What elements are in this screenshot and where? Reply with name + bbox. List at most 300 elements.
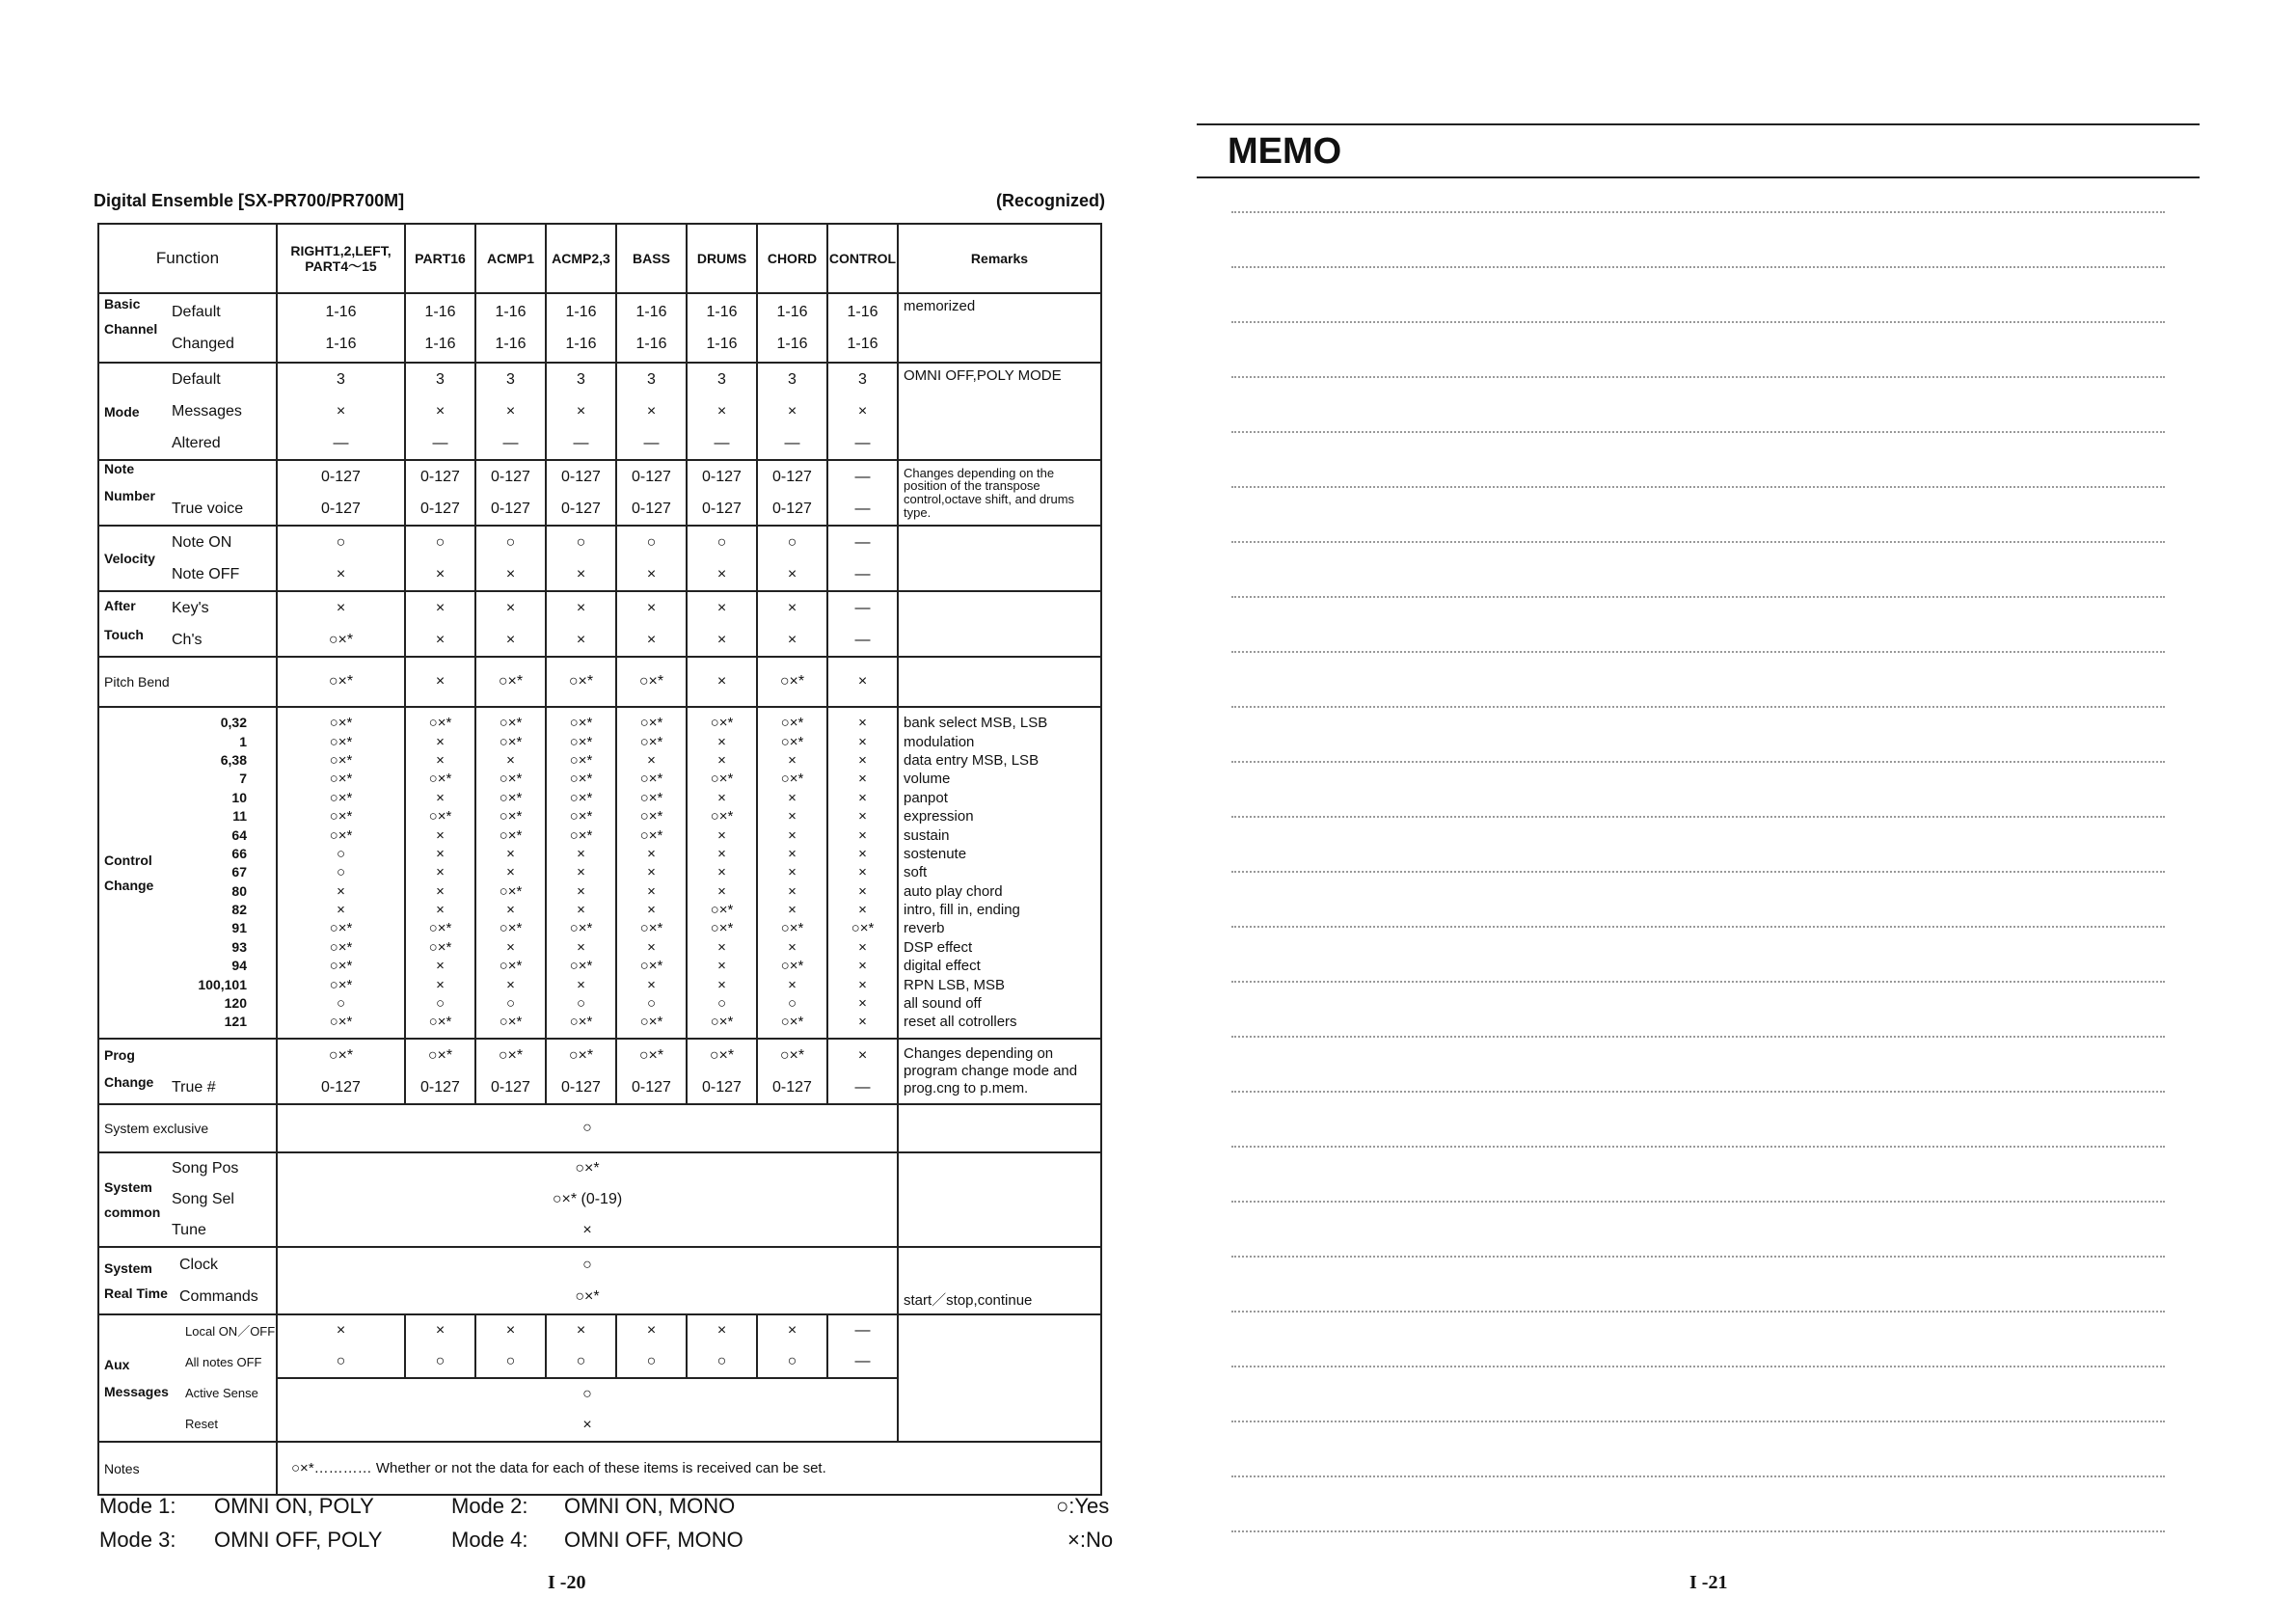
- basic-col-2: 1-16 1-16: [475, 293, 546, 363]
- memo-line: [1231, 431, 2165, 433]
- cc-cell: ○×*: [639, 826, 663, 844]
- cc-cell: ○×*: [428, 938, 452, 956]
- control-number: 11: [232, 808, 247, 825]
- notes-text: ○×*………… Whether or not the data for each of these items is received can be set.: [277, 1442, 1101, 1495]
- legend-no: ×:No: [1067, 1528, 1114, 1552]
- memo-line: [1231, 1475, 2165, 1477]
- after-col-5: × ×: [687, 591, 757, 657]
- midi-implementation-chart: [97, 223, 1102, 1496]
- legend-mode2-value: OMNI ON, MONO: [564, 1494, 736, 1518]
- cc-cell: ×: [577, 938, 585, 956]
- cc-cell: ×: [577, 976, 585, 993]
- cc-col-2: [475, 707, 546, 1039]
- aux-col-0: × ○: [277, 1314, 405, 1378]
- header-right-parts: RIGHT1,2,LEFT, PART4～15: [277, 224, 405, 293]
- cc-cell: ×: [788, 902, 797, 919]
- note-col-7: — —: [827, 460, 898, 526]
- after-col-1: × ×: [405, 591, 475, 657]
- note-remarks: Changes depending on the position of the transpose control,octave shift, and drums type.: [898, 460, 1101, 526]
- memo-line: [1231, 981, 2165, 983]
- cc-cell: ○: [435, 995, 446, 1013]
- cc-cell: ×: [858, 715, 867, 732]
- pitch-remarks: [898, 657, 1101, 707]
- aftertouch-row: [98, 591, 1101, 657]
- mode-label: Mode Default Messages Altered: [98, 363, 277, 460]
- cc-cell: ○: [787, 995, 797, 1013]
- cc-remark: RPN LSB, MSB: [904, 976, 1006, 993]
- cc-cell: ○: [576, 995, 586, 1013]
- cc-cell: ×: [717, 958, 726, 975]
- cc-cell: ×: [647, 864, 656, 881]
- after-col-0: × ○×*: [277, 591, 405, 657]
- cc-cell: ○×*: [569, 1014, 593, 1031]
- legend-mode1-label: Mode 1:: [99, 1494, 176, 1518]
- cc-cell: ×: [858, 826, 867, 844]
- mode-col-3: 3 × —: [546, 363, 616, 460]
- cc-remark: volume: [904, 771, 951, 788]
- pitch-col-7: ×: [827, 657, 898, 707]
- notes-label: Notes: [98, 1442, 277, 1495]
- velocity-col-0: ○ ×: [277, 526, 405, 591]
- cc-cell: ○: [716, 995, 727, 1013]
- cc-cell: ○: [646, 995, 657, 1013]
- cc-cell: ○×*: [569, 715, 593, 732]
- aux-col-2: × ○: [475, 1314, 546, 1378]
- mode-col-7: 3 × —: [827, 363, 898, 460]
- memo-line: [1231, 376, 2165, 378]
- memo-line: [1231, 541, 2165, 543]
- basic-col-1: 1-16 1-16: [405, 293, 475, 363]
- velocity-row: [98, 526, 1101, 591]
- cc-cell: ×: [577, 864, 585, 881]
- memo-line: [1231, 816, 2165, 818]
- basic-col-6: 1-16 1-16: [757, 293, 827, 363]
- cc-cell: ○×*: [710, 920, 734, 937]
- cc-cell: ○×*: [329, 1014, 353, 1031]
- pitch-col-2: ○×*: [475, 657, 546, 707]
- system-realtime-label: System Real Time Clock Commands: [98, 1247, 277, 1314]
- cc-cell: ×: [858, 995, 867, 1013]
- cc-cell: ×: [436, 826, 445, 844]
- cc-cell: ○×*: [710, 715, 734, 732]
- velocity-col-7: — —: [827, 526, 898, 591]
- syscommon-remarks: [898, 1152, 1101, 1247]
- cc-remark: DSP effect: [904, 938, 973, 956]
- control-number: 82: [231, 902, 247, 918]
- cc-cell: ○×*: [329, 733, 353, 750]
- velocity-col-2: ○ ×: [475, 526, 546, 591]
- cc-cell: ×: [647, 938, 656, 956]
- cc-cell: ○: [336, 995, 346, 1013]
- cc-cell: ○×*: [851, 920, 875, 937]
- cc-cell: ×: [577, 902, 585, 919]
- note-number-row: [98, 460, 1101, 526]
- cc-cell: ×: [436, 882, 445, 900]
- cc-cell: ×: [858, 1014, 867, 1031]
- cc-cell: ○×*: [639, 920, 663, 937]
- cc-cell: ○×*: [499, 771, 523, 788]
- cc-cell: ×: [506, 976, 515, 993]
- after-col-3: × ×: [546, 591, 616, 657]
- memo-line: [1231, 651, 2165, 653]
- memo-rule-bottom: [1197, 176, 2200, 178]
- cc-cell: ×: [717, 864, 726, 881]
- cc-cell: ×: [717, 845, 726, 862]
- cc-cell: ○×*: [499, 733, 523, 750]
- legend-mode3-label: Mode 3:: [99, 1528, 176, 1552]
- cc-cell: ×: [858, 864, 867, 881]
- cc-cell: ○: [505, 995, 516, 1013]
- aux-messages-row-a: [98, 1314, 1101, 1378]
- control-number: 10: [231, 789, 247, 805]
- cc-cell: ×: [436, 958, 445, 975]
- control-number: 7: [239, 771, 247, 787]
- cc-cell: ×: [788, 789, 797, 806]
- pitch-col-0: ○×*: [277, 657, 405, 707]
- cc-cell: ×: [788, 826, 797, 844]
- cc-cell: ○×*: [639, 958, 663, 975]
- after-col-4: × ×: [616, 591, 687, 657]
- note-col-0: 0-127 0-127: [277, 460, 405, 526]
- cc-cell: ×: [858, 938, 867, 956]
- cc-remark: reverb: [904, 920, 945, 937]
- prog-col-2: ○×* 0-127: [475, 1039, 546, 1104]
- prog-col-4: ○×* 0-127: [616, 1039, 687, 1104]
- cc-cell: ○×*: [499, 958, 523, 975]
- velocity-remarks: [898, 526, 1101, 591]
- right-page: [1148, 0, 2296, 1624]
- mode-col-5: 3 × —: [687, 363, 757, 460]
- pitch-col-3: ○×*: [546, 657, 616, 707]
- cc-cell: ○×*: [499, 1014, 523, 1031]
- cc-cell: ×: [436, 902, 445, 919]
- memo-line: [1231, 1366, 2165, 1367]
- aftertouch-label: After Touch Key's Ch's: [98, 591, 277, 657]
- cc-cell: ○×*: [499, 920, 523, 937]
- basic-channel-label: Basic Channel Default Changed: [98, 293, 277, 363]
- cc-cell: ×: [647, 976, 656, 993]
- cc-remark: soft: [904, 864, 928, 881]
- cc-remark: all sound off: [904, 995, 982, 1013]
- note-number-label: Note Number True voice: [98, 460, 277, 526]
- cc-cell: ×: [647, 882, 656, 900]
- cc-cell: ×: [436, 733, 445, 750]
- cc-cell: ×: [717, 882, 726, 900]
- aux-col-4: × ○: [616, 1314, 687, 1378]
- cc-remark: data entry MSB, LSB: [904, 751, 1040, 769]
- cc-cell: ×: [717, 938, 726, 956]
- cc-col-4: [616, 707, 687, 1039]
- document-title: Digital Ensemble [SX-PR700/PR700M]: [94, 191, 405, 210]
- note-col-3: 0-127 0-127: [546, 460, 616, 526]
- system-realtime-row: [98, 1247, 1101, 1314]
- cc-cell: ×: [858, 882, 867, 900]
- cc-cell: ×: [717, 733, 726, 750]
- cc-cell: ×: [858, 808, 867, 826]
- header-row: [98, 224, 1101, 293]
- aux-col-7: — —: [827, 1314, 898, 1378]
- cc-cell: ×: [506, 938, 515, 956]
- cc-cell: ×: [436, 789, 445, 806]
- cc-cell: ○×*: [639, 1014, 663, 1031]
- memo-line: [1231, 1201, 2165, 1203]
- cc-cell: ○×*: [329, 938, 353, 956]
- control-number: 121: [224, 1014, 247, 1030]
- cc-cell: ×: [858, 958, 867, 975]
- cc-cell: ×: [506, 902, 515, 919]
- control-number: 80: [231, 882, 247, 899]
- cc-cell: ○×*: [569, 958, 593, 975]
- cc-cell: ○×*: [329, 958, 353, 975]
- header-chord: CHORD: [757, 224, 827, 293]
- cc-cell: ○×*: [569, 920, 593, 937]
- legend-yes: ○:Yes: [1056, 1494, 1110, 1518]
- control-number: 6,38: [220, 751, 247, 768]
- page-number-left: I -20: [548, 1572, 586, 1593]
- cc-remark: bank select MSB, LSB: [904, 715, 1048, 732]
- recognized-label: (Recognized): [995, 191, 1105, 210]
- system-realtime-values: ○ ○×*: [277, 1247, 898, 1314]
- pitch-bend-label: Pitch Bend: [98, 657, 277, 707]
- header-acmp23: ACMP2,3: [546, 224, 616, 293]
- cc-remark: reset all cotrollers: [904, 1014, 1017, 1031]
- cc-cell: ×: [436, 864, 445, 881]
- cc-col-1: [405, 707, 475, 1039]
- page-number-right: I -21: [1689, 1572, 1728, 1593]
- control-number: 94: [231, 958, 247, 974]
- pitch-bend-row: [98, 657, 1101, 707]
- cc-cell: ○×*: [428, 808, 452, 826]
- pitch-col-5: ×: [687, 657, 757, 707]
- cc-cell: ○×*: [499, 715, 523, 732]
- after-col-7: — —: [827, 591, 898, 657]
- cc-cell: ○×*: [569, 826, 593, 844]
- velocity-label: Velocity Note ON Note OFF: [98, 526, 277, 591]
- cc-cell: ×: [506, 845, 515, 862]
- header-function: Function: [98, 224, 277, 293]
- cc-remark: auto play chord: [904, 882, 1003, 900]
- cc-cell: ×: [858, 789, 867, 806]
- cc-cell: ×: [436, 845, 445, 862]
- cc-remark: sostenute: [904, 845, 967, 862]
- velocity-col-3: ○ ×: [546, 526, 616, 591]
- cc-cell: ○×*: [780, 771, 804, 788]
- memo-line: [1231, 266, 2165, 268]
- memo-line: [1231, 1421, 2165, 1422]
- velocity-col-5: ○ ×: [687, 526, 757, 591]
- header-acmp1: ACMP1: [475, 224, 546, 293]
- realtime-remarks: start／stop,continue: [898, 1247, 1101, 1314]
- prog-col-0: ○×* 0-127: [277, 1039, 405, 1104]
- cc-cell: ×: [436, 751, 445, 769]
- cc-cell: ×: [506, 751, 515, 769]
- prog-col-3: ○×* 0-127: [546, 1039, 616, 1104]
- cc-remark: modulation: [904, 733, 975, 750]
- cc-col-5: [687, 707, 757, 1039]
- basic-channel-row: [98, 293, 1101, 363]
- cc-cell: ○×*: [780, 1014, 804, 1031]
- cc-cell: ○×*: [639, 715, 663, 732]
- memo-line: [1231, 1311, 2165, 1313]
- cc-cell: ○×*: [329, 751, 353, 769]
- system-exclusive-label: System exclusive: [98, 1104, 277, 1152]
- cc-cell: ○×*: [329, 976, 353, 993]
- basic-remarks: memorized: [898, 293, 1101, 363]
- cc-cell: ×: [858, 845, 867, 862]
- cc-cell: ×: [788, 864, 797, 881]
- cc-cell: ○×*: [569, 751, 593, 769]
- memo-line: [1231, 211, 2165, 213]
- aux-col-3: × ○: [546, 1314, 616, 1378]
- legend-mode3-value: OMNI OFF, POLY: [214, 1528, 383, 1552]
- cc-remark: panpot: [904, 789, 948, 806]
- cc-cell: ○×*: [428, 771, 452, 788]
- header-bass: BASS: [616, 224, 687, 293]
- cc-cell: ×: [858, 771, 867, 788]
- cc-cell: ○×*: [329, 789, 353, 806]
- cc-cell: ×: [717, 976, 726, 993]
- system-common-row: [98, 1152, 1101, 1247]
- cc-cell: ○×*: [329, 715, 353, 732]
- prog-col-5: ○×* 0-127: [687, 1039, 757, 1104]
- system-common-values: ○×* ○×* (0-19) ×: [277, 1152, 898, 1247]
- system-common-label: System common Song Pos Song Sel Tune: [98, 1152, 277, 1247]
- cc-cell: ×: [858, 751, 867, 769]
- cc-cell: ×: [647, 751, 656, 769]
- memo-line: [1231, 1146, 2165, 1148]
- cc-cell: ×: [788, 976, 797, 993]
- cc-cell: ○×*: [639, 771, 663, 788]
- cc-cell: ×: [337, 902, 345, 919]
- control-number: 0,32: [220, 715, 247, 731]
- cc-remark: sustain: [904, 826, 950, 844]
- cc-remark: expression: [904, 808, 974, 826]
- control-number: 66: [231, 845, 247, 861]
- cc-cell: ○×*: [569, 733, 593, 750]
- cc-cell: ×: [717, 751, 726, 769]
- after-col-6: × ×: [757, 591, 827, 657]
- notes-row: [98, 1442, 1101, 1495]
- control-number: 1: [239, 733, 247, 749]
- cc-cell: ×: [858, 733, 867, 750]
- cc-cell: ×: [647, 902, 656, 919]
- cc-cell: ○×*: [329, 808, 353, 826]
- cc-cell: ×: [647, 845, 656, 862]
- cc-cell: ○: [336, 845, 346, 862]
- legend-mode2-label: Mode 2:: [451, 1494, 528, 1518]
- cc-cell: ×: [788, 808, 797, 826]
- cc-cell: ○×*: [780, 733, 804, 750]
- cc-cell: ○×*: [710, 808, 734, 826]
- control-number: 93: [231, 938, 247, 955]
- pitch-col-6: ○×*: [757, 657, 827, 707]
- control-number: 100,101: [198, 976, 247, 992]
- cc-cell: ×: [337, 882, 345, 900]
- cc-cell: ○×*: [569, 789, 593, 806]
- cc-cell: ×: [717, 826, 726, 844]
- mode-col-4: 3 × —: [616, 363, 687, 460]
- cc-cell: ×: [788, 882, 797, 900]
- cc-cell: ○×*: [499, 808, 523, 826]
- control-number: 67: [231, 864, 247, 880]
- cc-remark: digital effect: [904, 958, 981, 975]
- cc-cell: ○×*: [428, 920, 452, 937]
- cc-col-3: [546, 707, 616, 1039]
- cc-cell: ○×*: [710, 902, 734, 919]
- cc-cell: ○×*: [569, 771, 593, 788]
- cc-cell: ○×*: [499, 826, 523, 844]
- note-col-4: 0-127 0-127: [616, 460, 687, 526]
- basic-col-4: 1-16 1-16: [616, 293, 687, 363]
- legend-mode4-value: OMNI OFF, MONO: [564, 1528, 743, 1552]
- pitch-col-1: ×: [405, 657, 475, 707]
- cc-cell: ×: [788, 751, 797, 769]
- mode-col-2: 3 × —: [475, 363, 546, 460]
- memo-line: [1231, 761, 2165, 763]
- note-col-6: 0-127 0-127: [757, 460, 827, 526]
- velocity-col-6: ○ ×: [757, 526, 827, 591]
- cc-cell: ○×*: [710, 771, 734, 788]
- memo-rule-top: [1197, 123, 2200, 125]
- note-col-5: 0-127 0-127: [687, 460, 757, 526]
- cc-cell: ○×*: [710, 1014, 734, 1031]
- cc-cell: ○: [336, 864, 346, 881]
- cc-cell: ○×*: [639, 789, 663, 806]
- prog-col-1: ○×* 0-127: [405, 1039, 475, 1104]
- aux-col-6: × ○: [757, 1314, 827, 1378]
- cc-cell: ×: [858, 902, 867, 919]
- program-change-label: Prog Change True #: [98, 1039, 277, 1104]
- basic-col-5: 1-16 1-16: [687, 293, 757, 363]
- cc-cell: ○×*: [329, 920, 353, 937]
- cc-cell: ○×*: [780, 920, 804, 937]
- pitch-col-4: ○×*: [616, 657, 687, 707]
- memo-line: [1231, 596, 2165, 598]
- basic-col-0: 1-16 1-16: [277, 293, 405, 363]
- cc-cell: ○×*: [780, 715, 804, 732]
- cc-cell: ○×*: [569, 808, 593, 826]
- velocity-col-4: ○ ×: [616, 526, 687, 591]
- aux-col-5: × ○: [687, 1314, 757, 1378]
- sysex-remarks: [898, 1104, 1101, 1152]
- cc-remarks: [898, 707, 1101, 1039]
- cc-cell: ○×*: [329, 826, 353, 844]
- cc-remark: intro, fill in, ending: [904, 902, 1020, 919]
- basic-col-3: 1-16 1-16: [546, 293, 616, 363]
- control-change-label: Control Change 0,32 1 6,38 7 10 11 64 66 67 80 82 91 93 94 100,101 120 121: [98, 707, 277, 1039]
- cc-cell: ×: [577, 882, 585, 900]
- cc-cell: ○×*: [499, 882, 523, 900]
- control-numbers: [172, 714, 276, 1032]
- system-exclusive-row: [98, 1104, 1101, 1152]
- note-col-1: 0-127 0-127: [405, 460, 475, 526]
- cc-cell: ×: [788, 938, 797, 956]
- memo-line: [1231, 871, 2165, 873]
- memo-line: [1231, 706, 2165, 708]
- aux-messages-label: Aux Messages Local ON／OFF All notes OFF Active Sense Reset: [98, 1314, 277, 1442]
- system-exclusive-value: ○: [277, 1104, 898, 1152]
- memo-title: MEMO: [1228, 131, 1342, 172]
- cc-cell: ○×*: [428, 1014, 452, 1031]
- cc-col-6: [757, 707, 827, 1039]
- memo-line: [1231, 1256, 2165, 1258]
- legend-mode1-value: OMNI ON, POLY: [214, 1494, 374, 1518]
- velocity-col-1: ○ ×: [405, 526, 475, 591]
- prog-col-6: ○×* 0-127: [757, 1039, 827, 1104]
- control-number: 64: [231, 826, 247, 843]
- program-change-row: [98, 1039, 1101, 1104]
- mode-col-1: 3 × —: [405, 363, 475, 460]
